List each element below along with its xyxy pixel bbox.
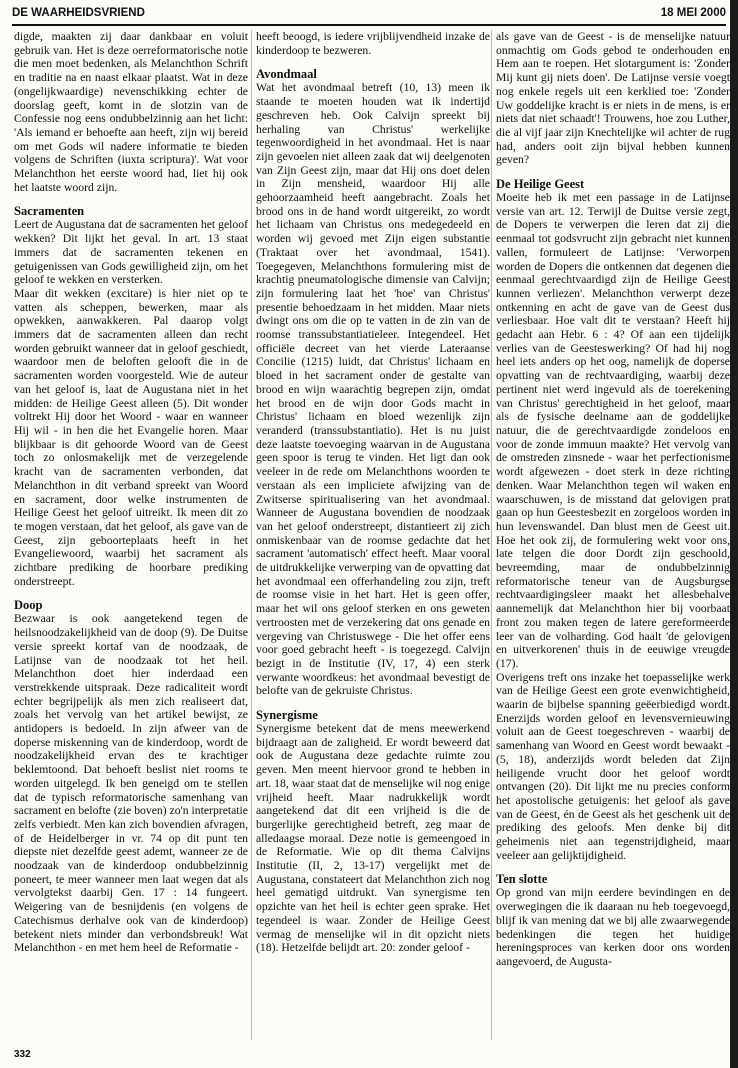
section-heading: Avondmaal [256,67,317,82]
body-paragraph: Leert de Augustana dat de sacramenten het geloof wekken? Dit lijkt het geval. In art. 13 staat immers dat de sacramenten tekenen en getuigenissen van Gods gewilligheid zijn, om het geloof te wekken en versterken. [14,218,248,287]
body-paragraph: Wat het avondmaal betreft (10, 13) meen ik staande te moeten houden wat ik indertijd geschreven heb. Ook Calvijn spreekt bij herhaling van Christus' werkelijke tegenwoordigheid in het avondmaal. Het is naar zijn gevoelen niet alleen zaak dat wij deelgenoten van Zijn Geest zijn, maar dat Hij ons doet delen in Zijn mensheid, waardoor Hij alle gehoorzaamheid heeft aangebracht. Zoals het brood ons in de hand wordt uitgereikt, zo wordt het lichaam van Christus ons medegedeeld en worden wij gevoed met Zijn eigen substantie (Traktaat over het avondmaal, 1541). Toegegeven, Melanchthons formulering mist de krachtig pneumatologische dimensie van Calvijn; zijn formulering laat het 'hoe' van Christus' presentie behoedzaam in het midden. Maar niets dwingt ons om die op te vatten in de zin van de roomse transsubstantiatieleer. Integendeel. Het officiële decreet van het vierde Lateraanse Concilie (1215) luidt, dat Christus' lichaam en bloed in het sacrament onder de gestalte van brood en wijn waarachtig begrepen zijn, omdat het brood en de wijn door Gods macht in Christus' lichaam en bloed wezenlijk zijn veranderd (transsubstantiatio). Het is nu juist deze laatste toevoeging waarvan in de Augustana geen spoor is terug te vinden. Het ligt dan ook veeleer in de rede om Melanchthons woorden te verstaan als een impliciete afwijzing van de Zwitserse spiritualisering van het avondmaal. Wanneer de Augustana bovendien de noodzaak van het geloof onderstreept, distantieert zij zich onmiskenbaar van de roomse gedachte dat het sacrament 'automatisch' effect heeft. Maar vooral de uitdrukkelijke verwerping van de opvatting dat het avondmaal een offerhandeling zou zijn, treft de roomse visie in het hart. Het is geen offer, maar het wil ons geloof sterken en ons geweten vertroosten met de verzekering dat ons genade en vergeving van Christuswege - Die het offer eens voor goed gebracht heeft - is toegezegd. Calvijn bezigt in de Institutie (IV, 17, 4) een sterk verwante woordkeus: het avondmaal bevestigt de belofte van de gekruiste Christus. [256,81,490,698]
running-header [12,4,726,26]
section-heading: Ten slotte [496,872,548,887]
body-paragraph: Moeite heb ik met een passage in de Latijnse versie van art. 12. Terwijl de Duitse versie zegt, de Dopers te verwerpen die leren dat zij die eenmaal tot godsvrucht zijn gebracht niet kunnen vallen, formuleert de Latijnse: 'Verworpen worden de Dopers die ontkennen dat degenen die eenmaal gerechtvaardigd zijn de Heilige Geest kunnen verliezen'. Melanchthon verwerpt deze ontkenning en acht de gave van de Geest dus verliesbaar. Hoe valt dit te verstaan? Heeft hij gedacht aan Hebr. 6 : 4? Of aan een tijdelijk verlies van de Geesteswerking? Of had hij nog heel iets anders op het oog, namelijk de doperse opvatting van de rechtvaardiging, waarbij deze pertinent niet werd ingevuld als de toerekening van Christus' gerechtigheid in het geloof, maar als de fysische deelname aan de goddelijke natuur, die de gerechtvaardigde zondeloos en voor de zonde immuun maakte? Het vervolg van de omstreden zinsnede - waar het perfectionisme wordt afgewezen - doet sterk in deze richting denken. Waar Melanchthon tegen wil waken en waarschuwen, is de misstand dat gelovigen prat gaan op hun Geestesbezit en zorgeloos worden in hun levenswandel. Dan blust men de Geest uit. Hoe het ook zij, de formulering wekt voor ons, late telgen die door Dordt zijn geschoold, bevreemding, maar de ondubbelzinnig reformatorische teneur van de Augsburgse rechtvaardigingsleer maakt het allesbehalve aannemelijk dat Melanchthon hier bij voorbaat front zou maken tegen de latere gereformeerde leer van de volharding. God haalt 'de gelovigen en uitverkorenen' thuis in de eeuwige vreugde (17). [496,191,730,670]
page-edge-shadow [730,0,738,1068]
section-heading: De Heilige Geest [496,177,585,192]
body-paragraph: heeft beoogd, is iedere vrijblijvendheid inzake de kinderdoop te bezweren. [256,30,490,57]
publication-name: DE WAARHEIDSVRIEND [12,7,145,19]
body-paragraph: digde, maakten zij daar dankbaar en voluit gebruik van. Het is deze oerreformatorische notie die men moet bedenken, als Melanchthon Schrift en traditie na en naast elkaar plaatst. Wat in deze (ongelijkwaardige) nevenschikking echter de doorslag geeft, komt in de slotzin van de Confessie nog eens ondubbelzinnig aan het licht: 'Als iemand er behoefte aan heeft, zijn wij bereid om met Gods wil nadere informatie te bieden volgens de Schriften (iuxta scriptura)'. Wat voor Melanchthon het eerste woord had, liet hij ook het laatste woord zijn. [14,30,248,194]
page-number: 332 [14,1049,31,1060]
section-heading: Sacramenten [14,204,85,219]
column-divider [491,30,492,1040]
section-heading: Synergisme [256,708,318,723]
text-column-2 [256,30,490,955]
text-column-3 [496,30,730,969]
body-paragraph: Bezwaar is ook aangetekend tegen de heilsnoodzakelijkheid van de doop (9). De Duitse versie spreekt kortaf van de noodzaak, de Latijnse van de noodzaak tot het heil. Melanchthon doet hier inderdaad een verstrekkende uitspraak. Deze radicaliteit wordt echter begrijpelijk als men zich realiseert dat, zoals het vervolg van het artikel bewijst, ze antidopers is bedoeld. In zijn afweer van de doperse miskenning van de kinderdoop, wordt de noodzakelijkheid ervan des te krachtiger beklemtoond. Dat behoeft beslist niet rooms te worden uitgelegd. Ik ben geneigd om te stellen dat de typisch reformatorische samenhang van sacrament en belofte (zie boven) zo'n interpretatie zelfs verbiedt. Men kan zich bovendien afvragen, of de Heidelberger in vr. 74 op dit punt ten diepste niet dezelfde geest ademt, wanneer ze de noodzaak van de kinderdoop ondubbelzinnig poneert, te meer wanneer men laat wegen dat als vervolgtekst daarbij Gen. 17 : 14 fungeert. Weigering van de besnijdenis (en volgens de Catechismus derhalve ook van de kinderdoop) betekent niets minder dan verbondsbreuk! Wat Melanchthon - en met hem heel de Reformatie - [14,612,248,955]
issue-date: 18 MEI 2000 [660,7,726,19]
body-paragraph: Maar dit wekken (excitare) is hier niet op te vatten als scheppen, bewerken, maar als opwekken, aanwakkeren. Pal daarop volgt immers dat de sacramenten alleen dan recht worden gebruikt wanneer dat in geloof geschiedt, waardoor men de beloften gelooft die in de sacramenten worden voorgesteld. Wie de auteur van het geloof is, laat de Augustana niet in het midden: de Heilige Geest alleen (5). Dit wonder voltrekt Hij door het Woord - waar en wanneer Hij wil - in hen die het Evangelie horen. Maar blijkbaar is dit gehoorde Woord van de Geest toch zo onlosmakelijk met de verzegelende kracht van de sacramenten verbonden, dat Melanchthon in dit verband spreekt van Woord en sacrament, door welke instrumenten de Heilige Geest het geloof uitreikt. Ik meen dit zo te mogen verstaan, dat het geloof, als gave van de Geest, zijn geboorteplaats heeft in het Evangeliewoord, waarbij het sacrament als zichtbare prediking de hoorbare prediking onderstreept. [14,286,248,588]
text-column-1 [14,30,248,955]
section-heading: Doop [14,598,43,613]
body-paragraph: Synergisme betekent dat de mens meewerkend bijdraagt aan de zaligheid. Er wordt beweerd dat ook de Augustana deze gedachte ruimte zou geven. Men meent hiervoor grond te hebben in art. 18, waar staat dat de menselijke wil nog enige vrijheid heeft. Maar nadrukkelijk wordt aangetekend dat dit een vrijheid is die de burgerlijke gerechtigheid betreft, zeg maar de alledaagse moraal. Deze notie is gemeengoed in de Reformatie. Wie op dit thema Calvijns Institutie (II, 2, 13-17) vergelijkt met de Augustana, constateert dat Melanchthon zich nog heel gematigd uitdrukt. Van synergisme ten opzichte van het heil is echter geen sprake. Het tegendeel is waar. Zonder de Heilige Geest vermag de menselijke wil in dit opzicht niets (18). Hetzelfde belijdt art. 20: zonder geloof - [256,722,490,955]
body-paragraph: Op grond van mijn eerdere bevindingen en de overwegingen die ik daaraan nu heb toegevoegd, blijf ik van mening dat we bij alle zwaarwegende bedenkingen die tegen het huidige hereningsproces van kerken door ons worden aangevoerd, de Augusta- [496,886,730,968]
column-divider [251,30,252,1040]
body-paragraph: als gave van de Geest - is de menselijke natuur onmachtig om Gods gebod te onderhouden en Hem aan te roepen. Het slotargument is: 'Zonder Mij kunt gij niets doen'. De Latijnse versie voegt nog enkele regels uit een kerklied toe: 'Zonder Uw goddelijke kracht is er niets in de mens, is er niets dat niet schaadt'! Trouwens, hoe zou Luther, die al vijf jaar zijn Knechtelijke wil achter de rug had, anders ooit zijn bijval hebben kunnen geven? [496,30,730,167]
body-paragraph: Overigens treft ons inzake het toepasselijke werk van de Heilige Geest een grote evenwichtigheid, waarin de bijbelse spanning geëerbiedigd wordt. Enerzijds worden geloof en levensvernieuwing voluit aan de Geest toegeschreven - waarbij de samenhang van Woord en Geest wordt bewaakt - (5, 18), anderzijds wordt beleden dat Zijn heiligende vrucht door het geloof wordt ontvangen (20). Dit lijkt me nu precies conform het apostolische getuigenis: het geloof als gave van de Geest, én de Geest als het geschenk uit de prediking des geloofs. Men denke bij dit geheimenis niet aan tegenstrijdigheid, maar veeleer aan gelijktijdigheid. [496,670,730,862]
